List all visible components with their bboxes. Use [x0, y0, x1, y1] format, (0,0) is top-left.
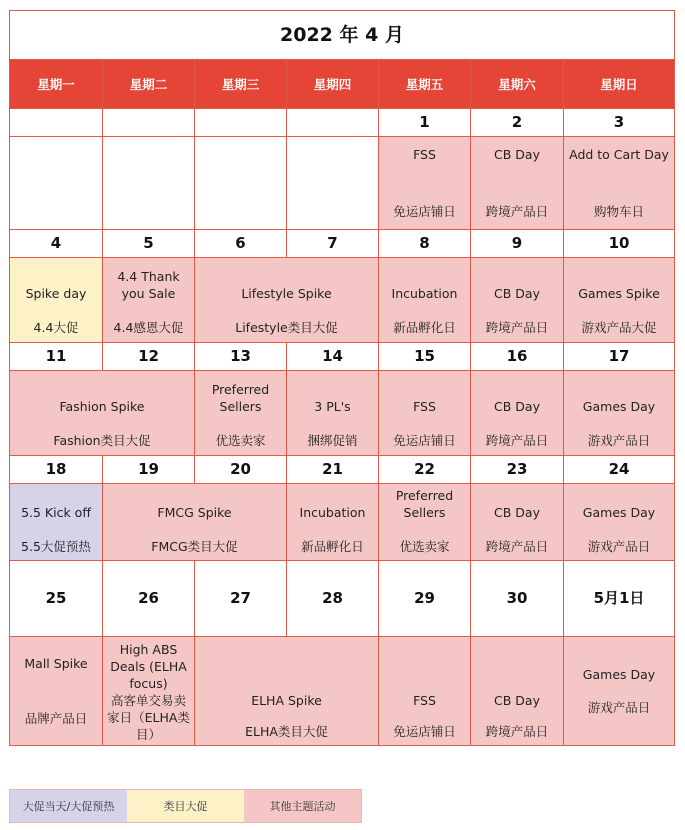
- date-cell: 10: [564, 230, 675, 258]
- event-cell: [103, 258, 195, 343]
- event-title: FSS: [413, 147, 436, 162]
- event-subtitle: 游戏产品日: [587, 700, 651, 715]
- date-cell: 29: [379, 561, 471, 637]
- event-cell: [10, 258, 103, 343]
- event-subtitle: FMCG类目大促: [151, 539, 238, 554]
- date-cell: 9: [471, 230, 564, 258]
- event-subtitle: 跨境产品日: [485, 320, 549, 335]
- event-subtitle: 跨境产品日: [485, 433, 549, 448]
- event-subtitle: 游戏产品日: [587, 539, 651, 554]
- date-cell: [195, 109, 287, 137]
- event-title: CB Day: [494, 693, 540, 708]
- week1-event-row: [10, 137, 675, 230]
- date-cell: [10, 109, 103, 137]
- event-subtitle: 品牌产品日: [24, 711, 88, 726]
- event-cell: [10, 637, 103, 746]
- event-title: 5.5 Kick off: [21, 505, 91, 520]
- event-subtitle: 5.5大促预热: [21, 539, 91, 554]
- event-cell: [379, 137, 471, 230]
- event-cell: [471, 484, 564, 561]
- weekday-sun: 星期日: [564, 60, 675, 109]
- date-cell: 20: [195, 456, 287, 484]
- date-cell: 1: [379, 109, 471, 137]
- event-cell: [564, 258, 675, 343]
- date-cell: 30: [471, 561, 564, 637]
- event-subtitle: 游戏产品大促: [581, 320, 657, 335]
- event-title: CB Day: [494, 147, 540, 162]
- date-cell: 28: [287, 561, 379, 637]
- legend: [9, 789, 362, 823]
- event-cell: [379, 258, 471, 343]
- event-subtitle: 跨境产品日: [485, 724, 549, 739]
- event-subtitle: 新品孵化日: [393, 320, 456, 335]
- event-subtitle: 新品孵化日: [301, 539, 364, 554]
- event-title: Games Spike: [578, 286, 660, 301]
- date-cell: 18: [10, 456, 103, 484]
- event-subtitle: Lifestyle类目大促: [235, 320, 338, 335]
- event-cell-empty: [10, 137, 103, 230]
- date-cell: 26: [103, 561, 195, 637]
- event-title: Incubation: [299, 505, 366, 520]
- event-cell: [103, 637, 195, 746]
- calendar-title: 2022 年 4 月: [10, 11, 675, 60]
- event-title: Spike day: [25, 286, 87, 301]
- date-cell: 7: [287, 230, 379, 258]
- week1-date-row: [10, 109, 675, 137]
- date-cell: 3: [564, 109, 675, 137]
- event-subtitle: 购物车日: [593, 204, 644, 219]
- event-title: FSS: [413, 399, 436, 414]
- event-cell: [471, 637, 564, 746]
- date-cell: 22: [379, 456, 471, 484]
- date-cell: 13: [195, 343, 287, 371]
- event-cell: [379, 637, 471, 746]
- event-subtitle: 4.4大促: [33, 320, 79, 335]
- event-title: CB Day: [494, 399, 540, 414]
- date-cell: 14: [287, 343, 379, 371]
- weekday-wed: 星期三: [195, 60, 287, 109]
- legend-item-category-promo: 类目大促: [127, 790, 244, 822]
- event-cell: [564, 484, 675, 561]
- week4-date-row: [10, 456, 675, 484]
- event-title: CB Day: [494, 286, 540, 301]
- event-title: Mall Spike: [24, 656, 88, 671]
- event-cell: [10, 484, 103, 561]
- event-cell: [195, 371, 287, 456]
- event-subtitle: 游戏产品日: [587, 433, 651, 448]
- weekday-thu: 星期四: [287, 60, 379, 109]
- date-cell: [103, 109, 195, 137]
- event-cell-empty: [103, 137, 195, 230]
- event-title: CB Day: [494, 505, 540, 520]
- event-cell: [10, 371, 195, 456]
- date-cell: 5月1日: [564, 561, 675, 637]
- week5-date-row: [10, 561, 675, 637]
- date-cell: 23: [471, 456, 564, 484]
- event-cell: [471, 137, 564, 230]
- event-title: FMCG Spike: [157, 505, 232, 520]
- event-title: 3 PL's: [314, 399, 351, 414]
- date-cell: [287, 109, 379, 137]
- event-subtitle: 免运店铺日: [393, 204, 456, 219]
- week4-event-row: [10, 484, 675, 561]
- event-cell: [287, 484, 379, 561]
- event-subtitle: 4.4感恩大促: [113, 320, 184, 335]
- date-cell: 11: [10, 343, 103, 371]
- legend-item-other-theme: 其他主题活动: [244, 790, 361, 822]
- event-title: Add to Cart Day: [569, 147, 669, 162]
- week5-event-row: [10, 637, 675, 746]
- date-cell: 19: [103, 456, 195, 484]
- event-title: FSS: [413, 693, 436, 708]
- legend-item-promo-day: 大促当天/大促预热: [10, 790, 127, 822]
- event-subtitle: 捆绑促销: [307, 433, 358, 448]
- weekday-sat: 星期六: [471, 60, 564, 109]
- weekday-header-row: [10, 60, 675, 109]
- event-cell: [564, 637, 675, 746]
- event-cell: [195, 258, 379, 343]
- date-cell: 25: [10, 561, 103, 637]
- event-cell: [195, 637, 379, 746]
- date-cell: 15: [379, 343, 471, 371]
- event-title: High ABS Deals (ELHA focus): [110, 642, 187, 691]
- date-cell: 21: [287, 456, 379, 484]
- weekday-fri: 星期五: [379, 60, 471, 109]
- date-cell: 5: [103, 230, 195, 258]
- date-cell: 24: [564, 456, 675, 484]
- week2-date-row: [10, 230, 675, 258]
- date-cell: 4: [10, 230, 103, 258]
- event-cell: [564, 137, 675, 230]
- week3-date-row: [10, 343, 675, 371]
- weekday-tue: 星期二: [103, 60, 195, 109]
- calendar-table: [9, 10, 675, 746]
- event-subtitle: ELHA类目大促: [245, 724, 328, 739]
- event-cell: [103, 484, 287, 561]
- event-subtitle: 优选卖家: [215, 433, 266, 448]
- date-cell: 12: [103, 343, 195, 371]
- event-title: ELHA Spike: [251, 693, 322, 708]
- event-title: 4.4 Thank you Sale: [117, 269, 180, 301]
- date-cell: 17: [564, 343, 675, 371]
- event-subtitle: 优选卖家: [399, 539, 450, 554]
- event-cell: [471, 258, 564, 343]
- event-subtitle: 高客单交易卖家日（ELHA类目）: [107, 693, 190, 742]
- event-title: Fashion Spike: [59, 399, 145, 414]
- week2-event-row: [10, 258, 675, 343]
- event-cell: [471, 371, 564, 456]
- event-title: Lifestyle Spike: [241, 286, 332, 301]
- date-cell: 27: [195, 561, 287, 637]
- date-cell: 8: [379, 230, 471, 258]
- week3-event-row: [10, 371, 675, 456]
- event-subtitle: 免运店铺日: [393, 433, 456, 448]
- event-title: Games Day: [582, 399, 656, 414]
- weekday-mon: 星期一: [10, 60, 103, 109]
- event-cell: [379, 484, 471, 561]
- event-title: Games Day: [582, 667, 656, 682]
- event-cell: [564, 371, 675, 456]
- event-title: Preferred Sellers: [211, 382, 270, 414]
- event-title: Preferred Sellers: [395, 488, 454, 520]
- event-title: Games Day: [582, 505, 656, 520]
- event-cell: [287, 371, 379, 456]
- event-subtitle: 跨境产品日: [485, 539, 549, 554]
- date-cell: 16: [471, 343, 564, 371]
- event-subtitle: 跨境产品日: [485, 204, 549, 219]
- event-subtitle: Fashion类目大促: [53, 433, 151, 448]
- date-cell: 6: [195, 230, 287, 258]
- event-cell-empty: [287, 137, 379, 230]
- event-subtitle: 免运店铺日: [393, 724, 456, 739]
- event-cell-empty: [195, 137, 287, 230]
- date-cell: 2: [471, 109, 564, 137]
- event-title: Incubation: [391, 286, 458, 301]
- event-cell: [379, 371, 471, 456]
